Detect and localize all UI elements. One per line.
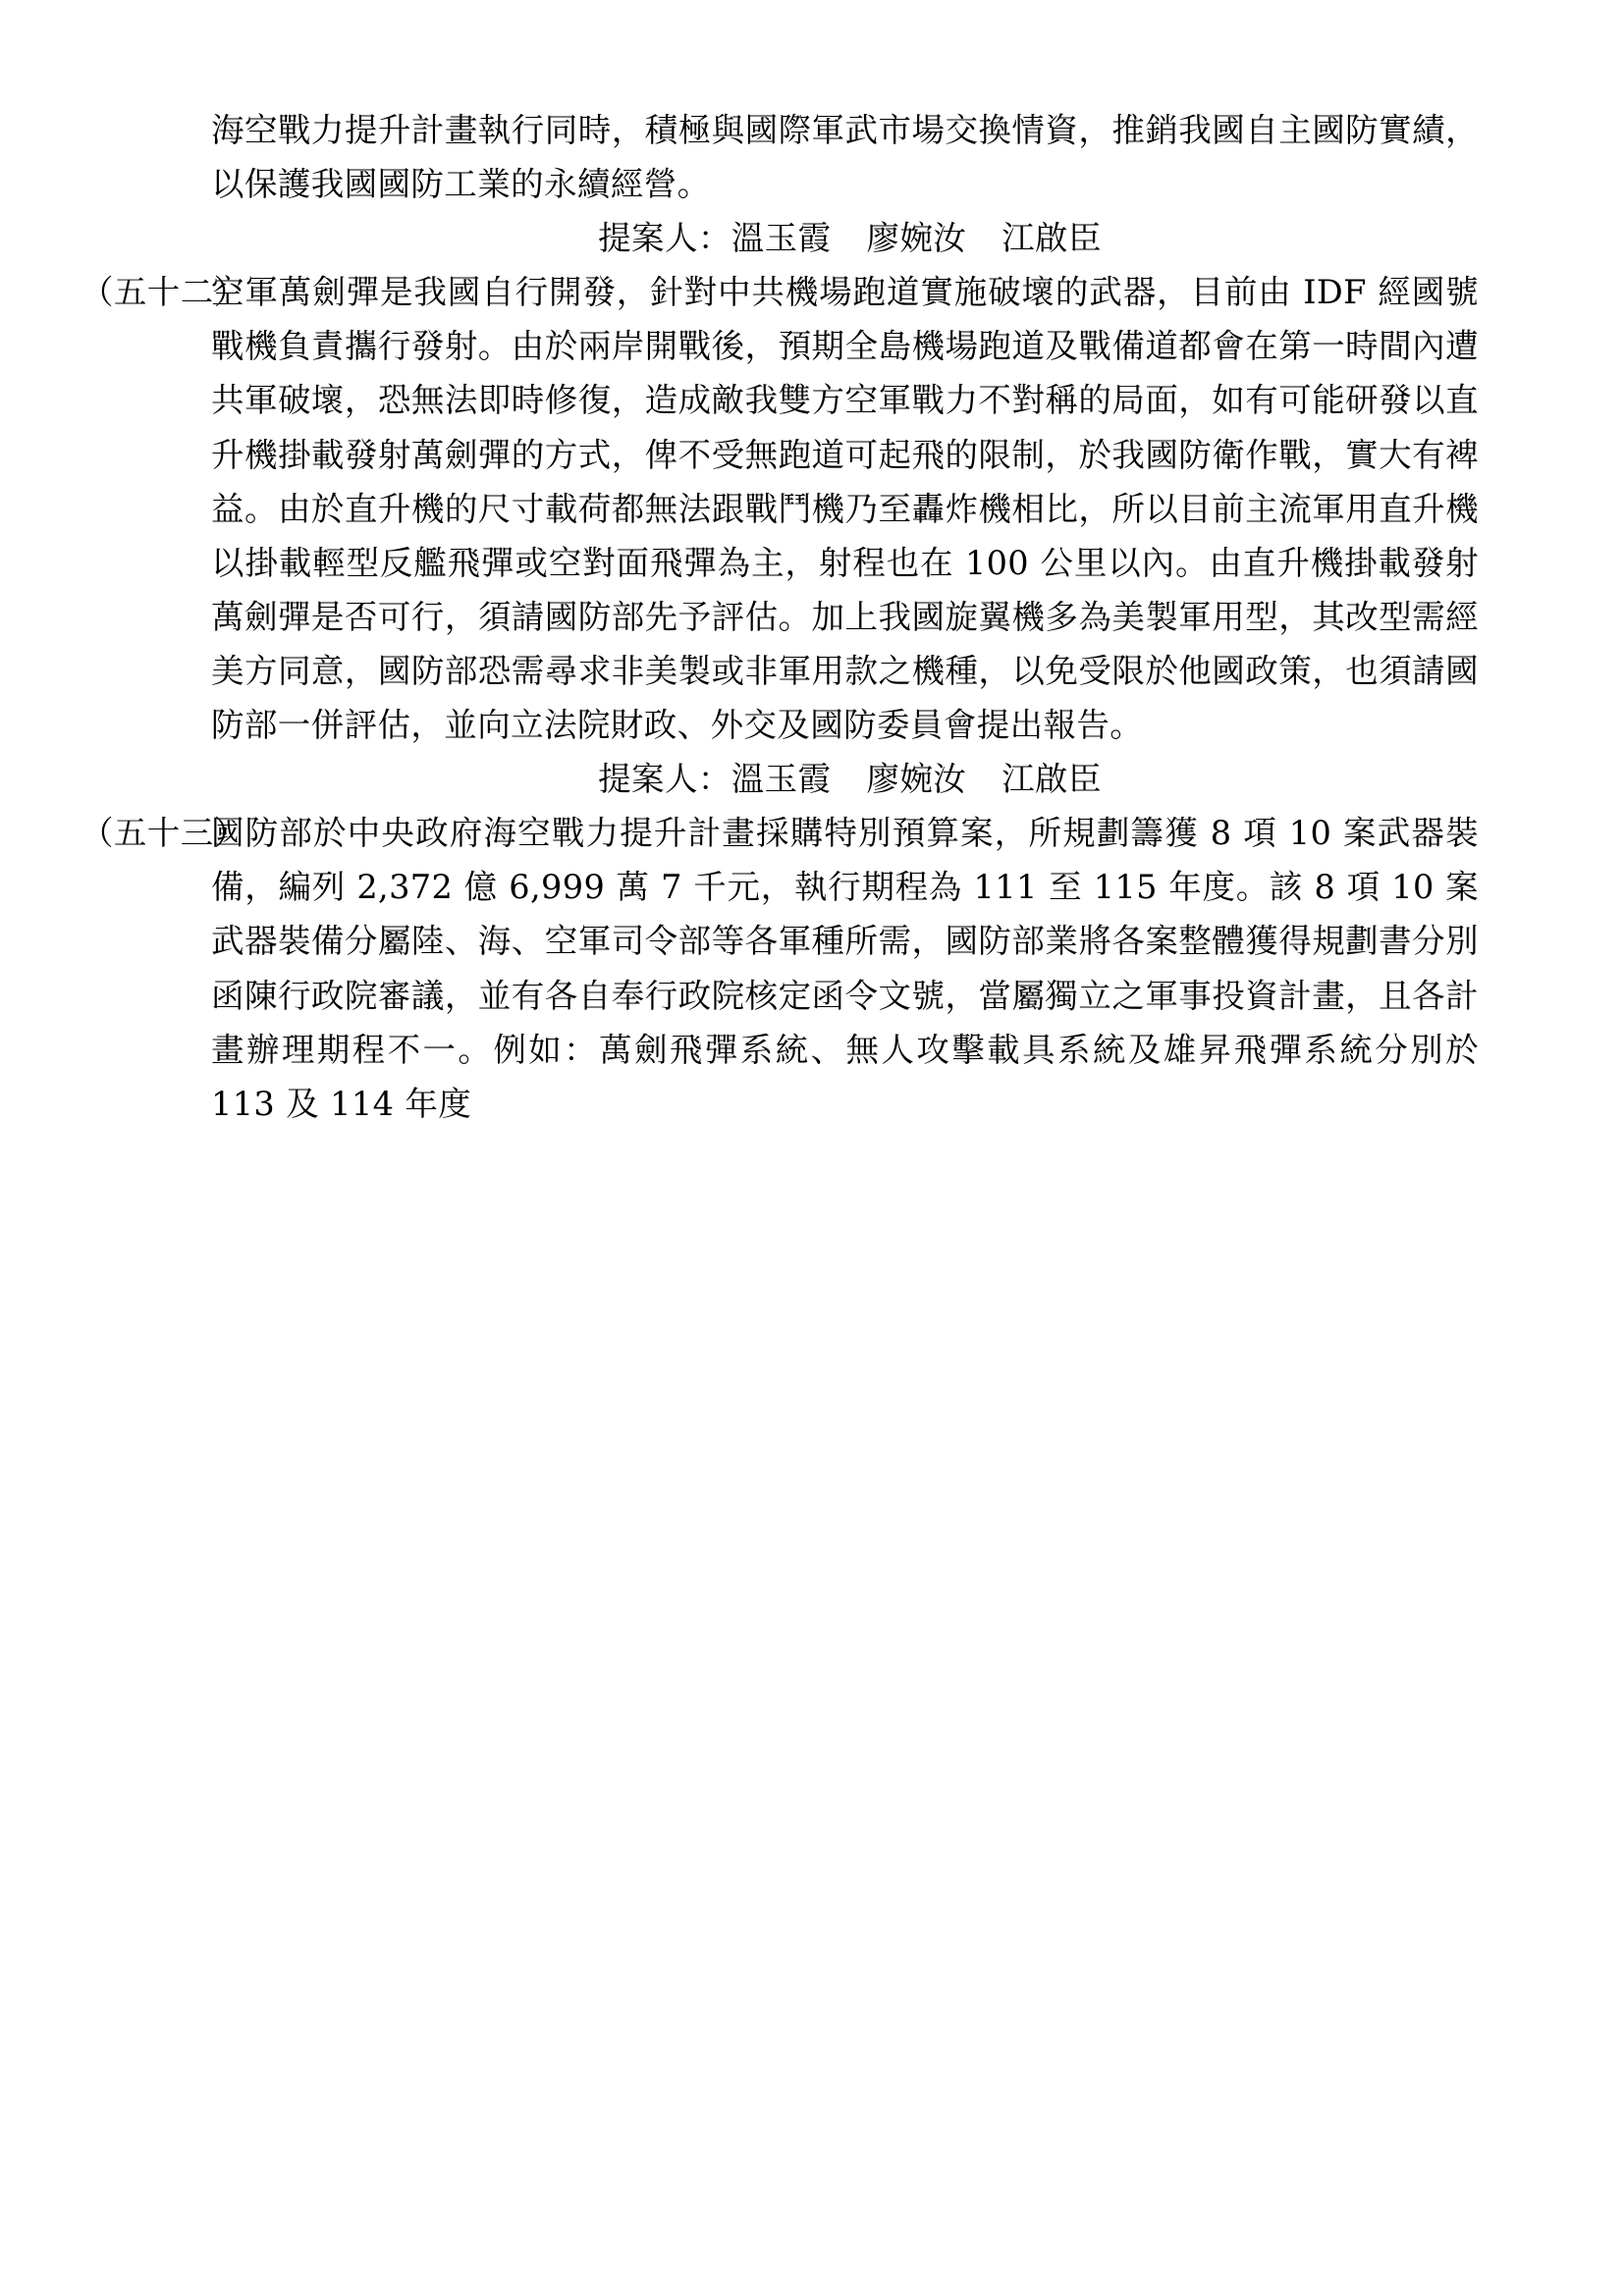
numbered-paragraph-52 bbox=[81, 265, 1479, 752]
proposer-label: 提案人： bbox=[598, 219, 731, 258]
paragraph-marker: （五十三） bbox=[81, 814, 247, 853]
paragraph-text: 海空戰力提升計畫執行同時，積極與國際軍武市場交換情資，推銷我國自主國防實績，以保護我國國防工業的永續經營。 bbox=[211, 111, 1479, 204]
proposer-line bbox=[211, 211, 1479, 265]
proposer-name: 江啟臣 bbox=[1001, 219, 1102, 258]
paragraph-continuation bbox=[211, 103, 1479, 211]
paragraph-text: 空軍萬劍彈是我國自行開發，針對中共機場跑道實施破壞的武器，目前由 IDF 經國號戰機負責攜行發射。由於兩岸開戰後，預期全島機場跑道及戰備道都會在第一時間內遭共軍破壞，恐無法即時修復，造成敵我雙方空軍戰力不對稱的局面，如有可能研發以直升機掛載發射萬劍彈的方式，俾不受無跑道可起飛的限制，於我國防衛作戰，實大有裨益。由於直升機的尺寸載荷都無法跟戰鬥機乃至轟炸機相比，所以目前主流軍用直升機以掛載輕型反艦飛彈或空對面飛彈為主，射程也在 100 公里以內。由直升機掛載發射萬劍彈是否可行，須請國防部先予評估。加上我國旋翼機多為美製軍用型，其改型需經美方同意，國防部恐需尋求非美製或非軍用款之機種，以免受限於他國政策，也須請國防部一併評估，並向立法院財政、外交及國防委員會提出報告。 bbox=[211, 273, 1479, 745]
proposer-name: 廖婉汝 bbox=[866, 760, 967, 799]
numbered-paragraph-53 bbox=[81, 806, 1479, 1131]
paragraph-marker: （五十二） bbox=[81, 273, 247, 312]
proposer-name: 溫玉霞 bbox=[731, 760, 832, 799]
proposer-name: 江啟臣 bbox=[1001, 760, 1102, 799]
proposer-name: 溫玉霞 bbox=[731, 219, 832, 258]
proposer-name: 廖婉汝 bbox=[866, 219, 967, 258]
document-body bbox=[81, 103, 1479, 1131]
proposer-line bbox=[211, 752, 1479, 806]
paragraph-text: 國防部於中央政府海空戰力提升計畫採購特別預算案，所規劃籌獲 8 項 10 案武器裝備，編列 2,372 億 6,999 萬 7 千元，執行期程為 111 至 115 年度。該 8 項 10 案武器裝備分屬陸、海、空軍司令部等各軍種所需，國防部業將各案整體獲得規劃書分別函陳行政院審議，並有各自奉行政院核定函令文號，當屬獨立之軍事投資計畫，且各計畫辦理期程不一。例如：萬劍飛彈系統、無人攻擊載具系統及雄昇飛彈系統分別於 113 及 114 年度 bbox=[211, 814, 1479, 1123]
proposer-label: 提案人： bbox=[598, 760, 731, 799]
